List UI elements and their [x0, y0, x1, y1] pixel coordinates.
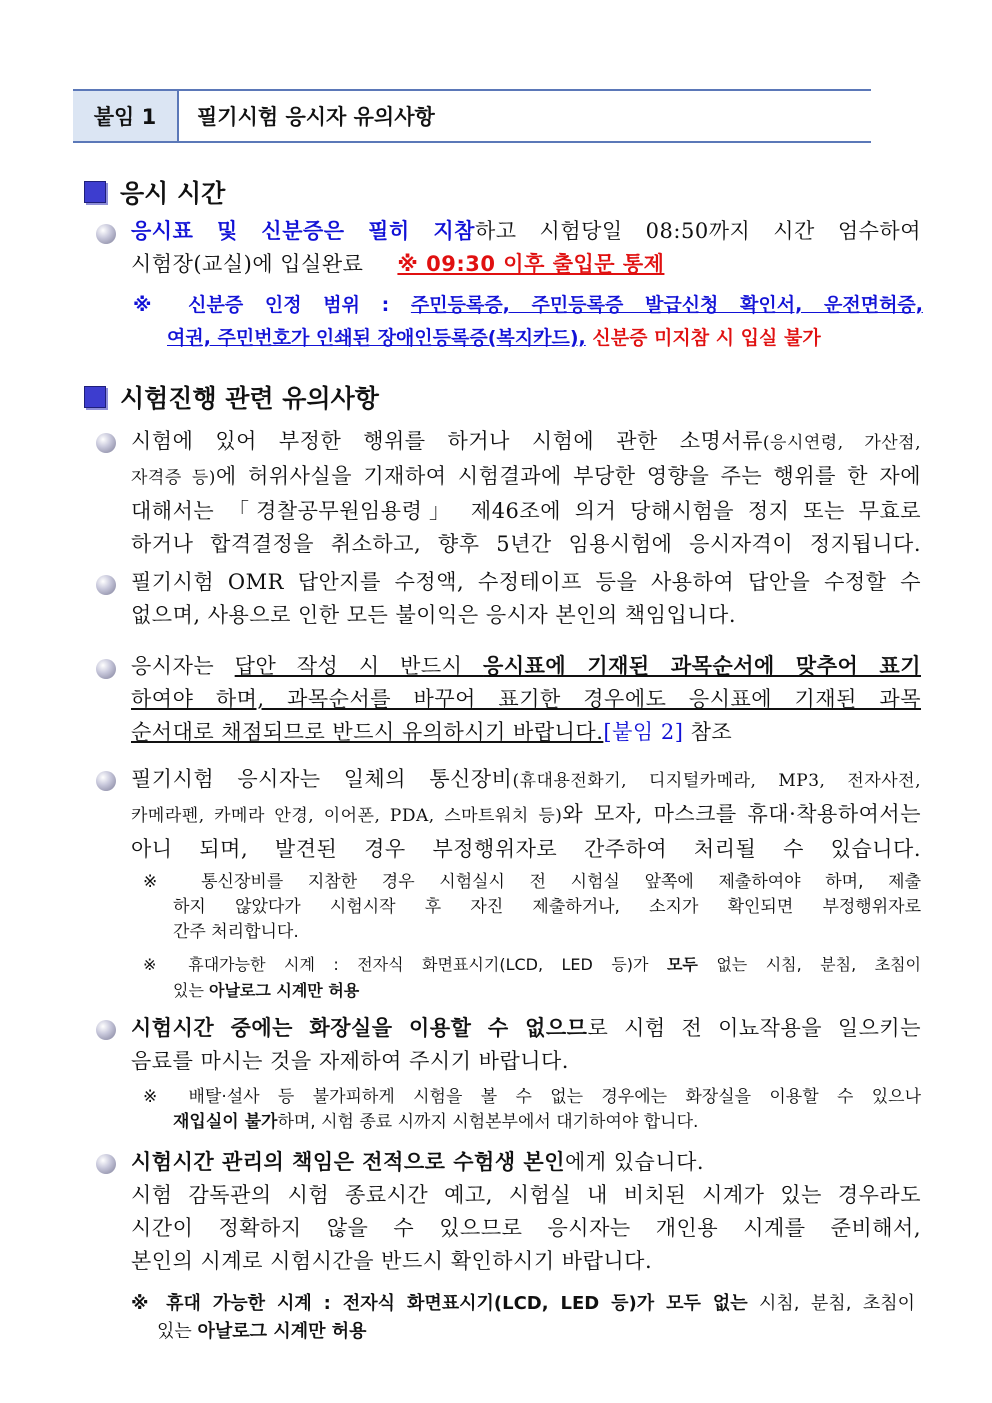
paragraph-omr: 필기시험 OMR 답안지를 수정액, 수정테이프 등을 사용하여 답안을 수정할 수 없으며, 사용으로 인한 모든 불이익은 응시자 본인의 책임입니다. — [131, 570, 921, 627]
square-bullet-icon — [84, 386, 106, 408]
round-bullet-icon — [96, 224, 116, 244]
paragraph-restroom: 시험시간 중에는 화장실을 이용할 수 없으므로 시험 전 이뇨작용을 일으키는 음료를 마시는 것을 자제하여 주시기 바랍니다. — [131, 1016, 921, 1073]
paragraph-devices: 필기시험 응시자는 일체의 통신장비(휴대용전화기, 디지털카메라, MP3, 전자사전, 카메라펜, 카메라 안경, 이어폰, PDA, 스마트워치 등)와 모자, 마스크를 휴대·착용하여서는 아니 되며, 발견된 경우 부정행위자로 간주하여 처리될 수 있습니다. — [131, 767, 921, 861]
square-bullet-icon — [84, 181, 106, 203]
attachment-header — [73, 89, 871, 143]
paragraph-misconduct: 시험에 있어 부정한 행위를 하거나 시험에 관한 소명서류(응시연령, 가산점, 자격증 등)에 허위사실을 기재하여 시험결과에 부당한 영향을 주는 행위를 한 자에 대해서는 「경찰공무원임용령」 제46조에 의거 당해시험을 정지 또는 무효로 하거나 합격결정을 취소하고, 향후 5년간 임용시험에 응시자격이 정지됩니다. — [131, 429, 921, 556]
note-devices-submit: ※ 통신장비를 지참한 경우 시험실시 전 시험실 앞쪽에 제출하여야 하며, 제출 하지 않았다가 시험시작 후 자진 제출하거나, 소지가 확인되면 부정행위자로 간주 처리합니다. — [143, 872, 921, 942]
note-analog-watch: ※ 휴대 가능한 시계 : 전자식 화면표시기(LCD, LED 등)가 모두 없는 시침, 분침, 초침이 있는 아날로그 시계만 허용 — [131, 1293, 915, 1342]
paragraph-subject-order: 응시자는 답안 작성 시 반드시 응시표에 기재된 과목순서에 맞추어 표기 하여야 하며, 과목순서를 바꾸어 표기한 경우에도 응시표에 기재된 과목 순서대로 채점되므로 반드시 유의하시기 바랍니다.[붙임 2] 참조 — [131, 654, 921, 744]
round-bullet-icon — [96, 575, 116, 595]
paragraph-time-management: 시험시간 관리의 책임은 전적으로 수험생 본인에게 있습니다. 시험 감독관의 시험 종료시간 예고, 시험실 내 비치된 시계가 있는 경우라도 시간이 정확하지 않을 수 있으므로 응시자는 개인용 시계를 준비해서, 본인의 시계로 시험시간을 반드시 확인하시기 바랍니다. — [131, 1150, 921, 1273]
round-bullet-icon — [96, 433, 116, 453]
note-watch: ※ 휴대가능한 시계 : 전자식 화면표시기(LCD, LED 등)가 모두 없는 시침, 분침, 초침이 있는 아날로그 시계만 허용 — [143, 955, 921, 1000]
section-heading-exam-rules: 시험진행 관련 유의사항 — [84, 379, 379, 415]
attachment-label: 붙임 1 — [73, 91, 179, 141]
note-restroom: ※ 배탈·설사 등 불가피하게 시험을 볼 수 없는 경우에는 화장실을 이용할 수 있으나 재입실이 불가하며, 시험 종료 시까지 시험본부에서 대기하여야 합니다. — [143, 1087, 921, 1132]
round-bullet-icon — [96, 1020, 116, 1040]
round-bullet-icon — [96, 771, 116, 791]
paragraph-bring-id: 응시표 및 신분증은 필히 지참하고 시험당일 08:50까지 시간 엄수하여 시험장(교실)에 입실완료 ※ 09:30 이후 출입문 통제 — [131, 219, 921, 276]
round-bullet-icon — [96, 659, 116, 679]
document-title: 필기시험 응시자 유의사항 — [197, 105, 435, 129]
note-id-range: ※ 신분증 인정 범위 : 주민등록증, 주민등록증 발급신청 확인서, 운전면허증, 여권, 주민번호가 인쇄된 장애인등록증(복지카드), 신분증 미지참 시 입실 불가 — [133, 294, 923, 349]
section-heading-exam-time: 응시 시간 — [84, 174, 225, 210]
round-bullet-icon — [96, 1154, 116, 1174]
